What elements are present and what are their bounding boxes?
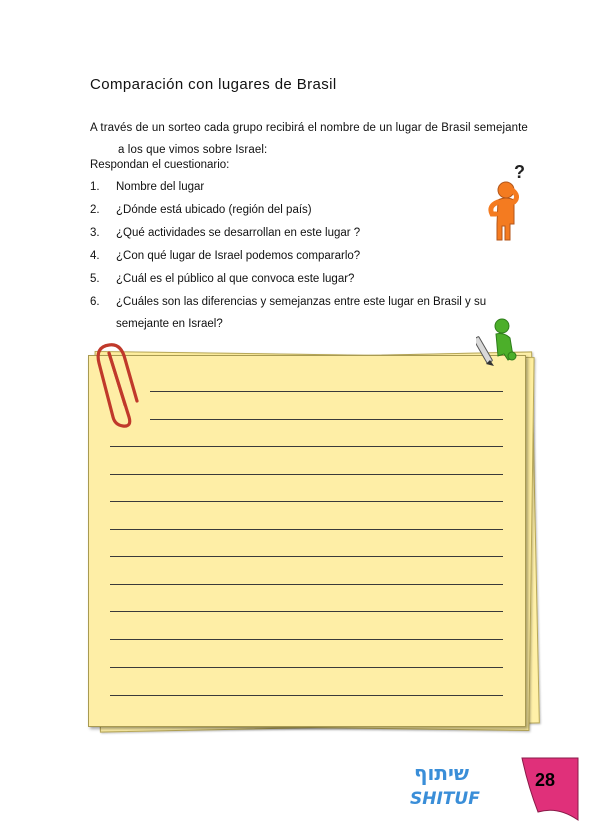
writing-line	[110, 667, 503, 668]
writing-line	[150, 419, 503, 420]
question-text: ¿Cuáles son las diferencias y semejanzas entre este lugar en Brasil y su semejante en Israel?	[116, 296, 487, 330]
writing-line	[110, 695, 503, 696]
writing-area[interactable]	[88, 355, 526, 727]
paperclip-icon	[95, 333, 143, 428]
intro-line-1: A través de un sorteo cada grupo recibirá el nombre de un lugar de Brasil semejante	[90, 122, 528, 134]
thinking-person-icon	[484, 162, 534, 244]
writing-line	[110, 501, 503, 502]
writing-line	[110, 446, 503, 447]
question-number: 2.	[90, 204, 100, 216]
question-number: 3.	[90, 227, 100, 239]
pencil-figure-icon	[476, 316, 518, 368]
question-text: ¿Cuál es el público al que convoca este lugar?	[116, 273, 355, 285]
intro-line-2: a los que vimos sobre Israel:	[118, 144, 268, 156]
question-list	[90, 180, 520, 339]
shituf-logo	[408, 758, 490, 810]
question-text: Nombre del lugar	[116, 181, 205, 193]
page-number: 28	[534, 770, 556, 790]
question-text: ¿Con qué lugar de Israel podemos compararlo?	[116, 250, 361, 262]
question-text: ¿Qué actividades se desarrollan en este lugar ?	[116, 227, 361, 239]
logo-latin: SHITUF	[410, 789, 480, 809]
writing-line	[150, 391, 503, 392]
question-text: ¿Dónde está ubicado (región del país)	[116, 204, 312, 216]
intro-paragraph	[90, 117, 550, 161]
logo-hebrew: שיתוף	[414, 761, 470, 785]
page-title: Comparación con lugares de Brasil	[90, 76, 337, 93]
writing-line	[110, 584, 503, 585]
writing-line	[110, 639, 503, 640]
writing-line	[110, 611, 503, 612]
question-number: 1.	[90, 181, 100, 193]
question-number: 5.	[90, 273, 100, 285]
writing-line	[110, 529, 503, 530]
question-mark: ?	[514, 162, 525, 182]
writing-line	[110, 474, 503, 475]
questionnaire-prompt: Respondan el cuestionario:	[90, 159, 230, 171]
writing-line	[110, 556, 503, 557]
list-item	[90, 295, 520, 339]
question-number: 4.	[90, 250, 100, 262]
question-number: 6.	[90, 296, 100, 308]
